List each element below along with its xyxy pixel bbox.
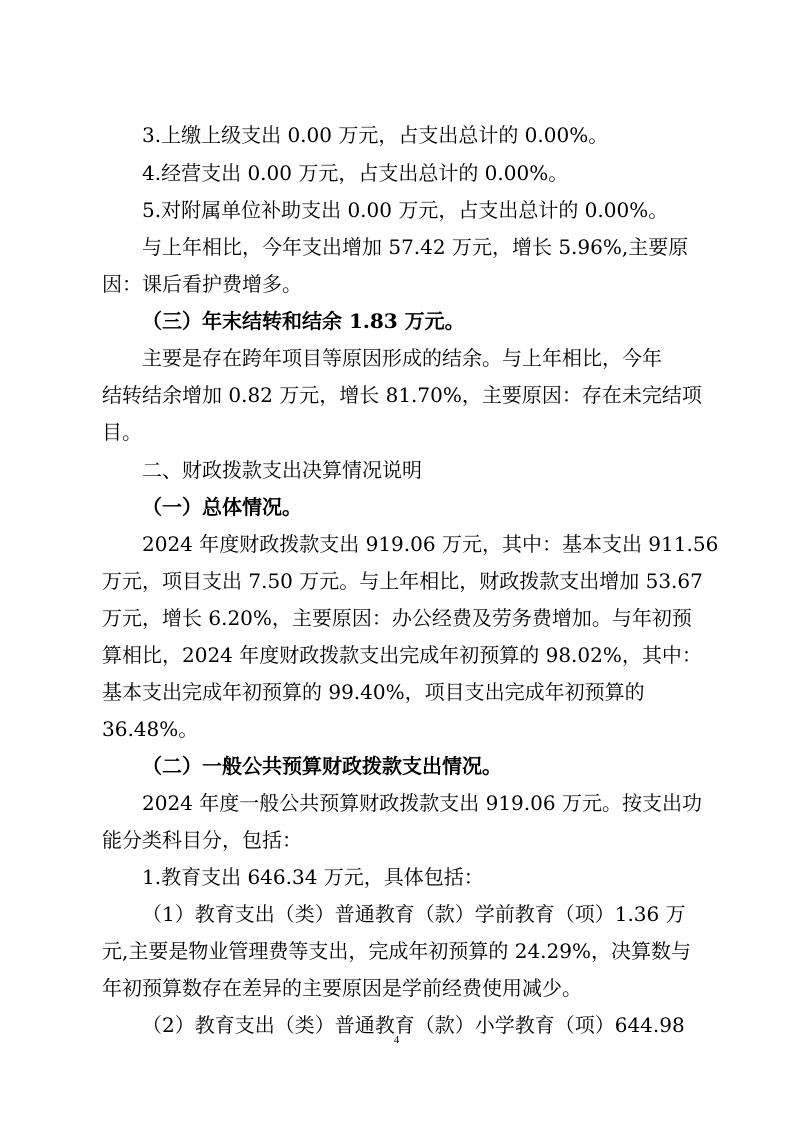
paragraph-line: 万元，增长 6.20%，主要原因：办公经费及劳务费增加。与年初预 <box>102 606 692 630</box>
paragraph-line: 年初预算数存在差异的主要原因是学前经费使用减少。 <box>102 976 582 1000</box>
page-number: 4 <box>393 1034 400 1046</box>
section-heading: （二）一般公共预算财政拨款支出情况。 <box>142 754 502 778</box>
paragraph-line: 4.经营支出 0.00 万元，占支出总计的 0.00%。 <box>142 161 569 185</box>
paragraph-line: 5.对附属单位补助支出 0.00 万元，占支出总计的 0.00%。 <box>142 198 669 222</box>
paragraph-line: 1.教育支出 646.34 万元，具体包括： <box>142 865 484 889</box>
paragraph-line: （1）教育支出（类）普通教育（款）学前教育（项）1.36 万 <box>142 902 686 926</box>
paragraph-line: 算相比，2024 年度财政拨款支出完成年初预算的 98.02%，其中： <box>102 643 702 667</box>
section-heading: （一）总体情况。 <box>142 495 302 519</box>
paragraph-line: 目。 <box>102 420 142 444</box>
paragraph-line: 能分类科目分，包括： <box>102 828 302 852</box>
paragraph-line: 基本支出完成年初预算的 99.40%，项目支出完成年初预算的 <box>102 680 645 704</box>
paragraph-line: 36.48%。 <box>102 717 199 741</box>
section-heading: （三）年末结转和结余 1.83 万元。 <box>142 309 465 333</box>
paragraph-line: 2024 年度财政拨款支出 919.06 万元，其中：基本支出 911.56 <box>142 532 719 556</box>
paragraph-line: 2024 年度一般公共预算财政拨款支出 919.06 万元。按支出功 <box>142 791 702 815</box>
paragraph-line: 3.上缴上级支出 0.00 万元，占支出总计的 0.00%。 <box>142 123 609 147</box>
section-heading: 二、财政拨款支出决算情况说明 <box>142 458 422 482</box>
paragraph-line: 因：课后看护费增多。 <box>102 272 302 296</box>
paragraph-line: （2）教育支出（类）普通教育（款）小学教育（项）644.98 <box>142 1013 685 1037</box>
paragraph-line: 结转结余增加 0.82 万元，增长 81.70%，主要原因：存在未完结项 <box>102 383 702 407</box>
paragraph-line: 万元，项目支出 7.50 万元。与上年相比，财政拨款支出增加 53.67 <box>102 569 703 593</box>
paragraph-line: 主要是存在跨年项目等原因形成的结余。与上年相比，今年 <box>142 346 662 370</box>
paragraph-line: 元,主要是物业管理费等支出，完成年初预算的 24.29%，决算数与 <box>102 939 691 963</box>
paragraph-line: 与上年相比，今年支出增加 57.42 万元，增长 5.96%,主要原 <box>142 235 689 259</box>
